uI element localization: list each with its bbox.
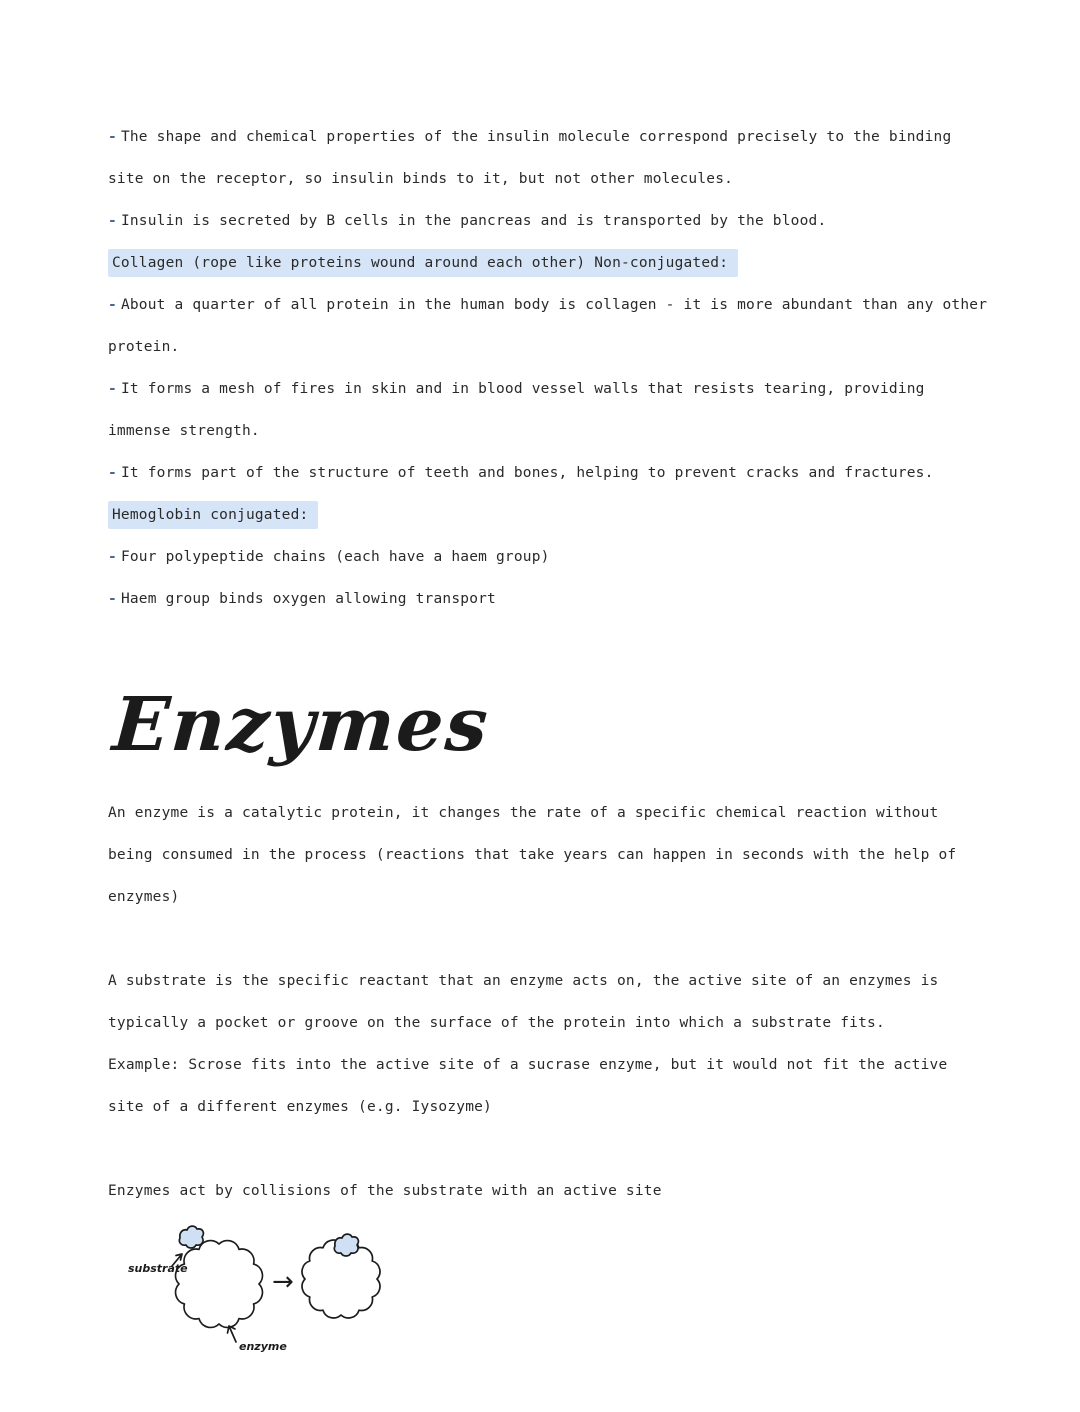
sucrase-example-paragraph: Example: Scrose fits into the active site of a sucrase enzyme, but it would not fit the active site of a different enzymes (e.g. Iysozyme)	[108, 1057, 948, 1115]
bullet-dash: -	[108, 381, 117, 397]
substrate-shape	[179, 1226, 203, 1248]
enzymes-section-title: Enzymes	[110, 682, 493, 768]
note-text: It forms part of the structure of teeth and bones, helping to prevent cracks and fractures.	[120, 465, 934, 481]
enzymes-section	[108, 792, 990, 1212]
substrate-definition-paragraph: A substrate is the specific reactant that an enzyme acts on, the active site of an enzymes is typically a pocket or groove on the surface of the protein into which a substrate fits.	[108, 973, 939, 1031]
highlighted-heading: Hemoglobin conjugated:	[108, 501, 318, 529]
enzyme-shape	[176, 1241, 263, 1328]
highlighted-heading: Collagen (rope like proteins wound around each other) Non-conjugated:	[108, 249, 738, 277]
enzyme-definition-paragraph: An enzyme is a catalytic protein, it changes the rate of a specific chemical reaction without being consumed in the process (reactions that take years can happen in seconds with the help of enzymes)	[108, 805, 957, 905]
enzyme-substrate-diagram	[116, 1222, 426, 1364]
bullet-dash: -	[108, 297, 117, 313]
note-heading-hemoglobin	[108, 494, 990, 536]
bullet-dash: -	[108, 213, 117, 229]
protein-notes-section	[108, 116, 990, 620]
bullet-dash: -	[108, 129, 117, 145]
note-heading-collagen	[108, 242, 990, 284]
note-text: It forms a mesh of fires in skin and in blood vessel walls that resists tearing, providing immense strength.	[108, 381, 925, 439]
note-bullet-collagen-teeth	[108, 452, 990, 494]
note-bullet-haem-oxygen	[108, 578, 990, 620]
enzyme-pointer-arrow	[228, 1326, 237, 1342]
note-bullet-collagen-quarter	[108, 284, 990, 368]
bullet-dash: -	[108, 549, 117, 565]
note-text: The shape and chemical properties of the insulin molecule correspond precisely to the binding site on the receptor, so insulin binds to it, but not other molecules.	[108, 129, 952, 187]
note-text: Four polypeptide chains (each have a haem group)	[120, 549, 550, 565]
bullet-dash: -	[108, 591, 117, 607]
enzyme-label: enzyme	[239, 1340, 287, 1353]
bullet-dash: -	[108, 465, 117, 481]
collisions-paragraph: Enzymes act by collisions of the substrate with an active site	[108, 1183, 662, 1199]
reaction-arrow: →	[272, 1267, 294, 1297]
bound-substrate-shape	[334, 1234, 358, 1256]
note-text: Haem group binds oxygen allowing transport	[120, 591, 496, 607]
note-bullet-insulin-shape	[108, 116, 990, 200]
note-bullet-collagen-mesh	[108, 368, 990, 452]
substrate-label: substrate	[128, 1262, 188, 1275]
note-bullet-polypeptide-chains	[108, 536, 990, 578]
note-text: About a quarter of all protein in the human body is collagen - it is more abundant than any other protein.	[108, 297, 988, 355]
note-text: Insulin is secreted by B cells in the pancreas and is transported by the blood.	[120, 213, 827, 229]
note-bullet-insulin-secreted	[108, 200, 990, 242]
